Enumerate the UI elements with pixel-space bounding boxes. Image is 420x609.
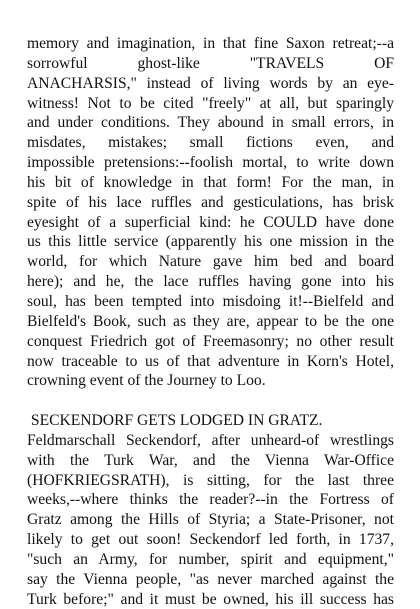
text-line: (HOFKRIEGSRATH), is sitting, for the last three [27,471,394,489]
text-line: Bielfeld's Book, such as they are, appear to be the one [27,312,394,330]
text-line: conquest Friedrich got of Freemasonry; no other result [27,332,394,350]
text-line: witness! Not to be cited "freely" at all, but sparingly [27,94,394,112]
text-line: eyesight of a superficial kind: he COULD have done [27,213,394,231]
text-line: Gratz among the Hills of Styria; a State-Prisoner, not [27,511,394,529]
text-line: ANACHARSIS," instead of living words by an eye- [27,74,394,92]
text-line: sorrowful ghost-like "TRAVELS OF [27,54,394,72]
text-line: with the Turk War, and the Vienna War-Office [27,451,394,469]
text-line: memory and imagination, in that fine Saxon retreat;--a [27,35,394,52]
text-line: misdates, mistakes; small fictions even, and [27,134,394,152]
text-line: now traceable to us of that adventure in Korn's Hotel, [27,352,394,370]
text-line: crowning event of the Journey to Loo. [27,372,266,390]
paragraph-2 [27,431,394,609]
section-heading: SECKENDORF GETS LODGED IN GRATZ. [27,412,323,430]
text-line: "such an Army, for number, spirit and equipment," [27,550,394,568]
page-body [27,34,394,609]
text-line: and under conditions. They abound in small errors, in [27,114,394,132]
text-line: spite of his lace ruffles and gesticulations, has brisk [27,193,394,211]
text-line: here); and he, the lace ruffles having gone into his [27,273,394,291]
text-line: us this little service (apparently his one mission in the [27,233,394,251]
text-line: soul, has been tempted into misdoing it!--Bielfeld and [27,292,394,310]
paragraph-1 [27,34,394,391]
text-line: say the Vienna people, "as never marched against the [27,570,394,588]
text-line: likely to get out soon! Seckendorf led forth, in 1737, [27,531,394,549]
paragraph-gap [27,391,394,411]
text-line: Feldmarschall Seckendorf, after unheard-of wrestlings [27,431,394,449]
text-line: his bit of knowledge in that form! For the man, in [27,173,394,191]
text-line: impossible pretensions:--foolish mortal, to write down [27,154,394,172]
text-line: weeks,--where thinks the reader?--in the Fortress of [27,491,394,509]
text-line: world, for which Nature gave him bed and board [27,253,394,271]
text-line: Turk before;" and it must be owned, his ill success has [27,590,394,608]
